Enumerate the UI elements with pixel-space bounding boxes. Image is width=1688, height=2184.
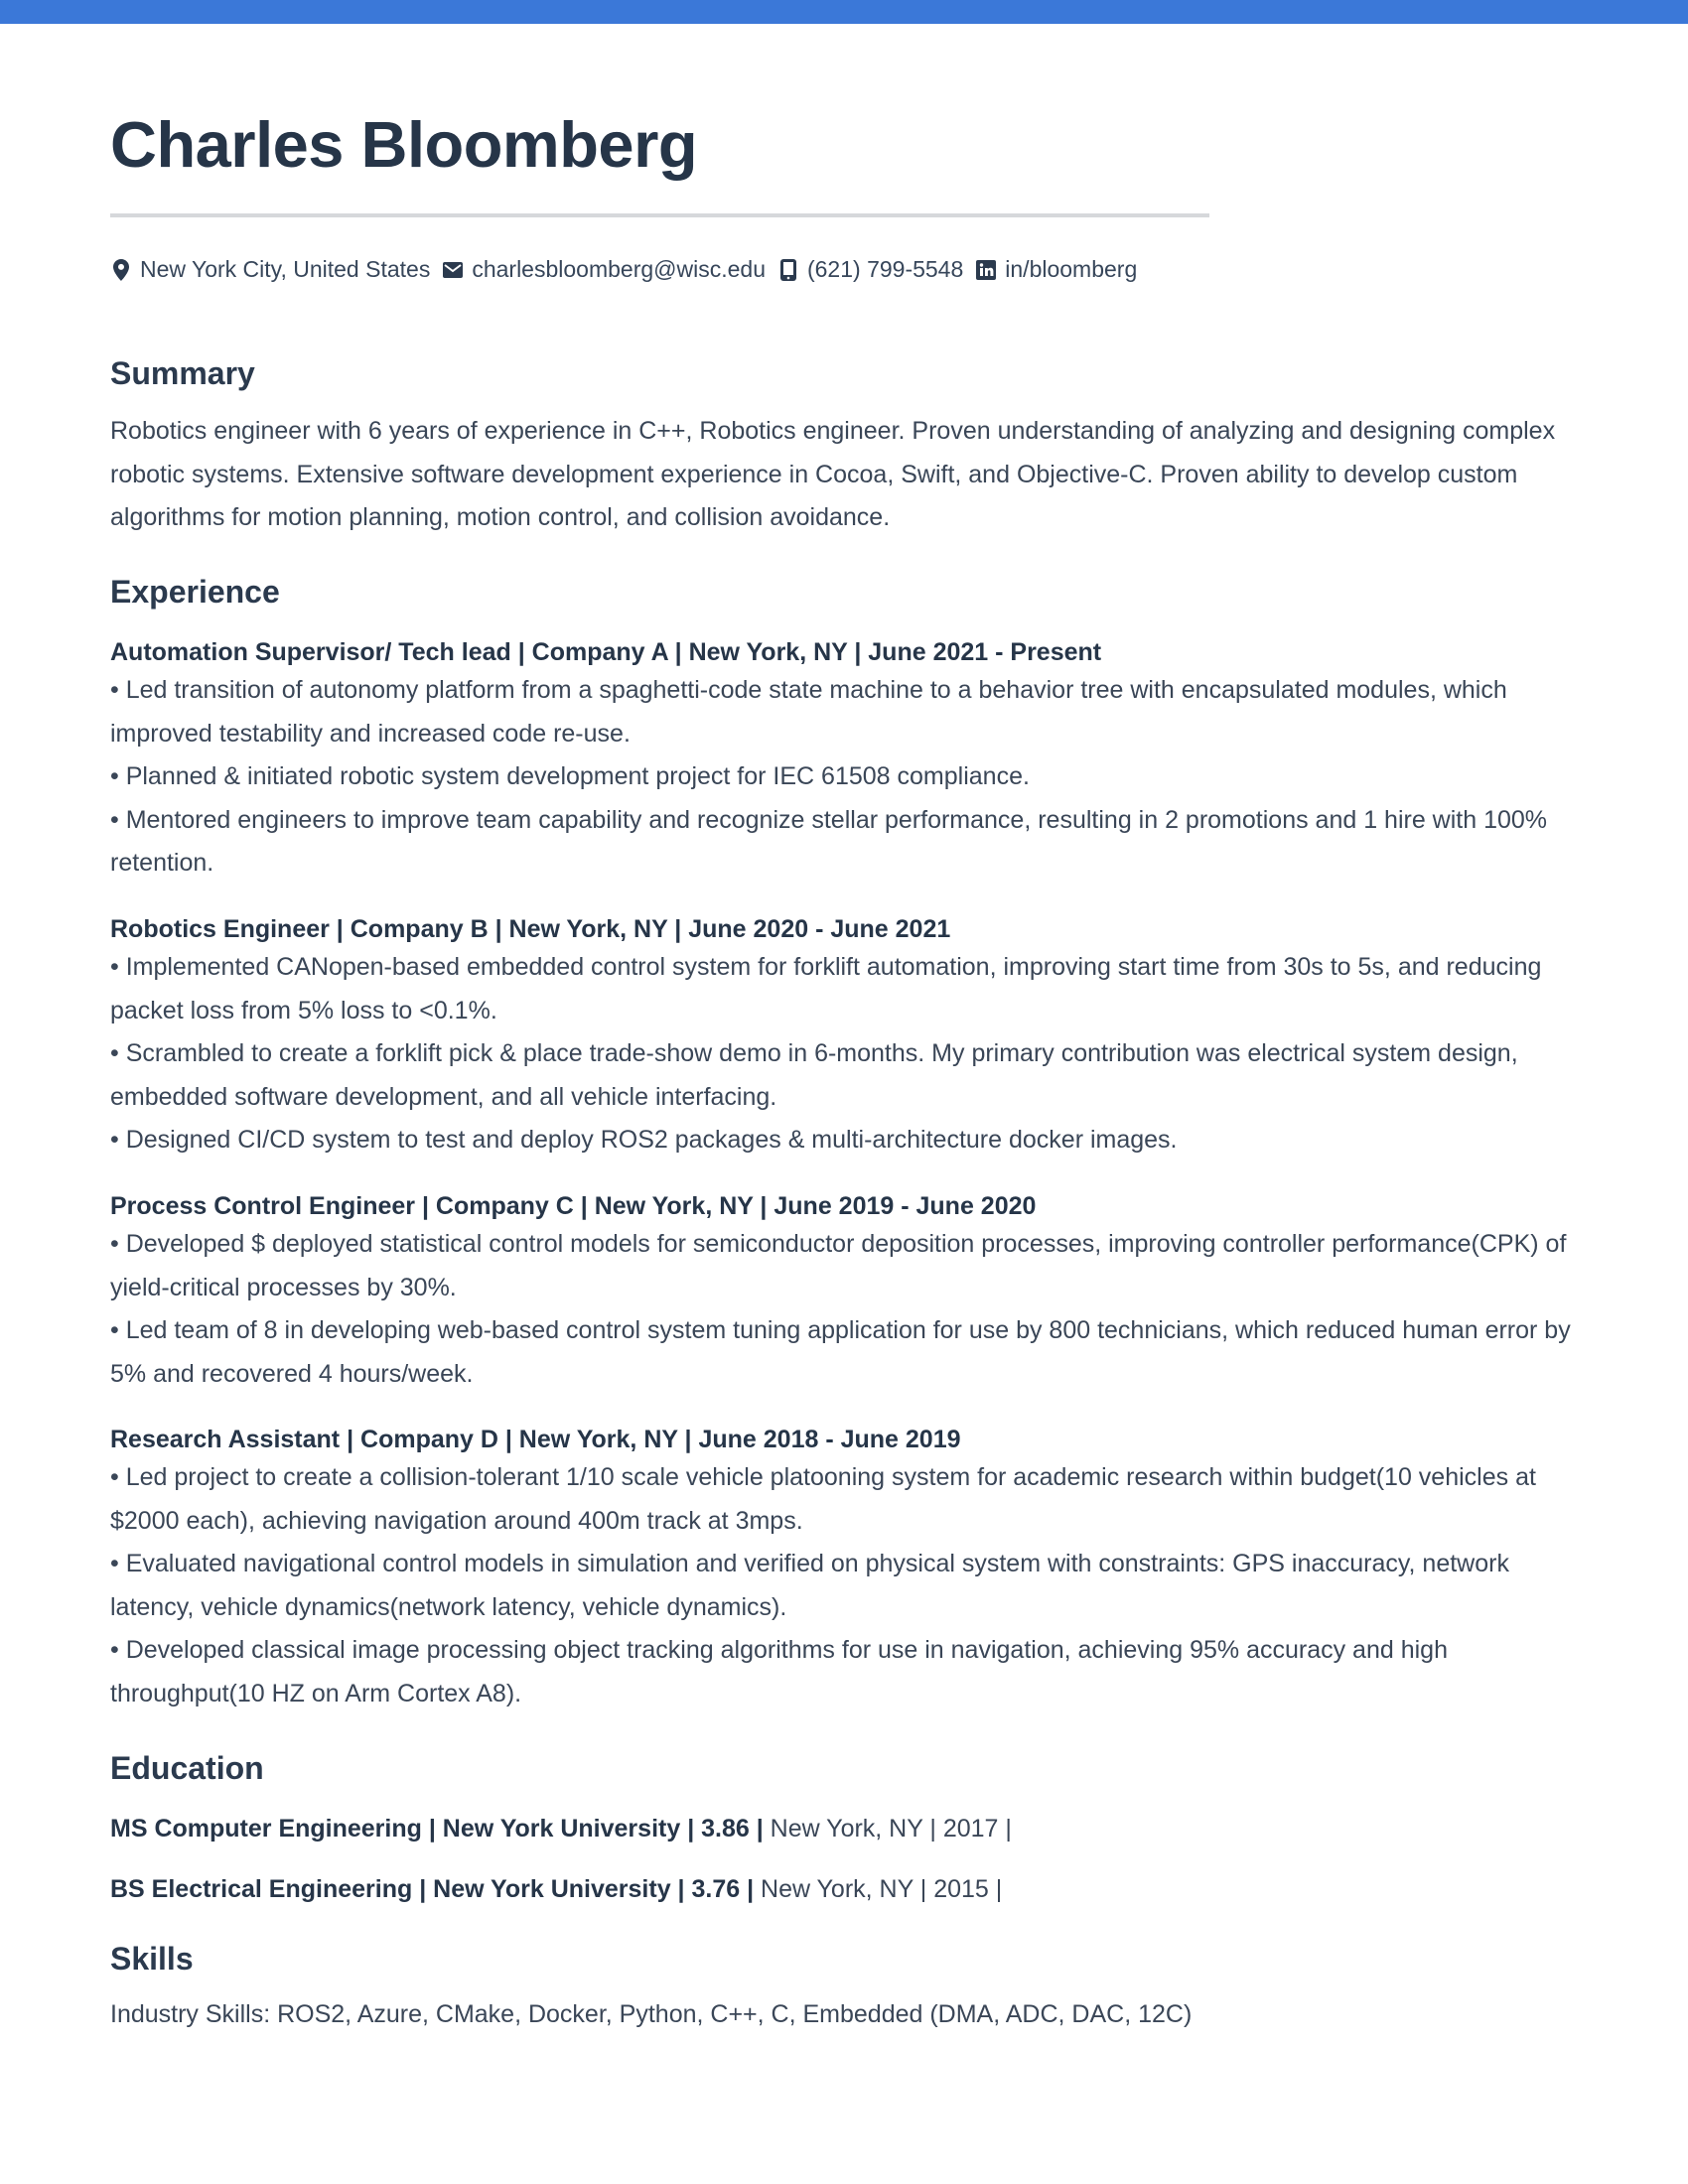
education-degree: BS Electrical Engineering | New York University | 3.76 | (110, 1875, 755, 1903)
job-bullet: • Developed classical image processing object tracking algorithms for use in navigation, achieving 95% accuracy and high throughput(10 HZ on Arm Cortex A8). (110, 1636, 1448, 1707)
location-text: New York City, United States (140, 256, 431, 282)
job-heading: Robotics Engineer | Company B | New York, NY | June 2020 - June 2021 (110, 915, 951, 943)
education-entry (110, 1812, 1590, 1845)
job-bullet: • Scrambled to create a forklift pick & place trade-show demo in 6-months. My primary contribution was electrical system design, embedded software development, and all vehicle interfacing. (110, 1039, 1518, 1111)
contact-location (110, 256, 430, 283)
education-degree: MS Computer Engineering | New York University | 3.86 | (110, 1815, 764, 1843)
job-bullet: • Implemented CANopen-based embedded control system for forklift automation, improving start time from 30s to 5s, and reducing packet loss from 5% loss to <0.1%. (110, 953, 1542, 1024)
contact-row (110, 256, 1149, 283)
job-entry (110, 1423, 1590, 1715)
email-text[interactable]: charlesbloomberg@wisc.edu (472, 256, 766, 282)
job-bullet: • Evaluated navigational control models in simulation and verified on physical system with constraints: GPS inaccuracy, network latency, vehicle dynamics(network latency, vehicle dynamics). (110, 1550, 1509, 1621)
skills-text: Industry Skills: ROS2, Azure, CMake, Docker, Python, C++, C, Embedded (DMA, ADC, DAC, 12C) (110, 2000, 1193, 2028)
job-bullet: • Led transition of autonomy platform from a spaghetti-code state machine to a behavior tree with encapsulated modules, which improved testability and increased code re-use. (110, 676, 1507, 748)
education-details: New York, NY | 2017 | (763, 1815, 1012, 1843)
job-bullet: • Mentored engineers to improve team capability and recognize stellar performance, resulting in 2 promotions and 1 hire with 100% retention. (110, 805, 1548, 877)
phone-text[interactable]: (621) 799-5548 (806, 256, 964, 282)
job-bullet: • Led team of 8 in developing web-based control system tuning application for use by 800 technicians, which reduced human error by 5% and recovered 4 hours/week. (110, 1316, 1571, 1388)
linkedin-text[interactable]: in/bloomberg (1005, 256, 1138, 282)
contact-email[interactable] (442, 256, 766, 283)
job-entry (110, 635, 1590, 886)
job-bullet: • Designed CI/CD system to test and deploy ROS2 packages & multi-architecture docker images. (110, 1126, 1178, 1154)
job-entry (110, 1189, 1590, 1396)
summary-text: Robotics engineer with 6 years of experience in C++, Robotics engineer. Proven understanding of analyzing and designing complex robotic systems. Extensive software development experience in Cocoa, Swift, and Objective-C. Proven ability to develop custom algorithms for motion planning, motion control, and collision avoidance. (110, 417, 1556, 531)
contact-linkedin[interactable] (975, 256, 1137, 283)
linkedin-icon (975, 259, 997, 281)
job-heading: Automation Supervisor/ Tech lead | Company A | New York, NY | June 2021 - Present (110, 638, 1102, 666)
job-heading: Research Assistant | Company D | New York, NY | June 2018 - June 2019 (110, 1426, 961, 1453)
education-heading: Education (110, 1750, 264, 1786)
skills-heading: Skills (110, 1941, 194, 1977)
job-entry (110, 912, 1590, 1162)
top-accent-bar (0, 0, 1688, 24)
name-divider (110, 213, 1209, 217)
job-heading: Process Control Engineer | Company C | New York, NY | June 2019 - June 2020 (110, 1192, 1037, 1220)
job-bullet: • Led project to create a collision-tolerant 1/10 scale vehicle platooning system for academic research within budget(10 vehicles at $2000 each), achieving navigation around 400m track at 3mps. (110, 1463, 1536, 1535)
phone-icon (777, 259, 799, 281)
summary-heading: Summary (110, 355, 255, 391)
location-pin-icon (110, 259, 132, 281)
education-details: New York, NY | 2015 | (754, 1875, 1003, 1903)
mail-icon (442, 259, 464, 281)
job-bullet: • Developed $ deployed statistical control models for semiconductor deposition processes, improving controller performance(CPK) of yield-critical processes by 30%. (110, 1230, 1567, 1301)
contact-phone[interactable] (777, 256, 963, 283)
experience-heading: Experience (110, 574, 280, 610)
candidate-name: Charles Bloomberg (110, 108, 698, 181)
job-bullet: • Planned & initiated robotic system development project for IEC 61508 compliance. (110, 762, 1030, 790)
education-entry (110, 1872, 1590, 1906)
